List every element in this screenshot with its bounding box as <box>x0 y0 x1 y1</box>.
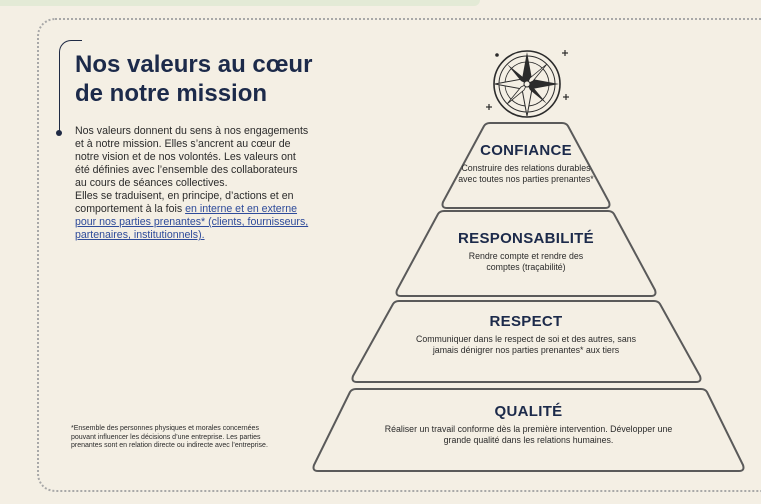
tier-title: RESPECT <box>489 313 563 330</box>
tier-title: QUALITÉ <box>494 403 563 420</box>
tier-respect <box>415 313 637 356</box>
footnote: *Ensemble des personnes physiques et morales concernées pouvant influencer les décisions d’une entreprise. Les parties prenantes sont en relation directe ou indirecte avec l’entreprise. <box>71 425 268 450</box>
tier-description: Communiquer dans le respect de soi et des autres, sans jamais dénigrer nos parties prenantes* aux tiers <box>415 334 637 355</box>
sparkle-icon <box>562 50 568 56</box>
tier-confiance <box>456 142 596 185</box>
sparkle-icon <box>486 104 492 110</box>
intro-paragraph-2-start: Elles se traduisent, en principe, d’actions et en comportement à la fois <box>75 190 294 215</box>
tier-description: Construire des relations durables avec toutes nos parties prenantes* <box>458 163 594 184</box>
parties-prenantes-link[interactable]: en interne et en externe pour nos parties prenantes* (clients, fournisseurs, partenaires, institutionnels). <box>75 203 309 241</box>
intro-paragraph-1: Nos valeurs donnent du sens à nos engagements et à notre mission. Elles s’ancrent au cœur de notre vision et de nos volontés. Les valeurs ont été définies avec l’ensemble des collaborateurs au cours de séances collectives. <box>75 125 309 189</box>
sparkle-dot <box>495 53 499 57</box>
sparkle-icon <box>563 94 569 100</box>
tier-title: RESPONSABILITÉ <box>458 230 594 247</box>
tier-responsabilite <box>421 230 631 273</box>
tier-description: Réaliser un travail conforme dès la première intervention. Développer une grande qualité dans les relations humaines. <box>384 424 673 445</box>
tier-description: Rendre compte et rendre des comptes (traçabilité) <box>468 251 584 272</box>
tier-title: CONFIANCE <box>480 142 572 159</box>
page-title: Nos valeurs au cœur de notre mission <box>75 51 313 107</box>
compass-rose-icon <box>494 51 560 117</box>
tier-qualite <box>380 403 677 446</box>
